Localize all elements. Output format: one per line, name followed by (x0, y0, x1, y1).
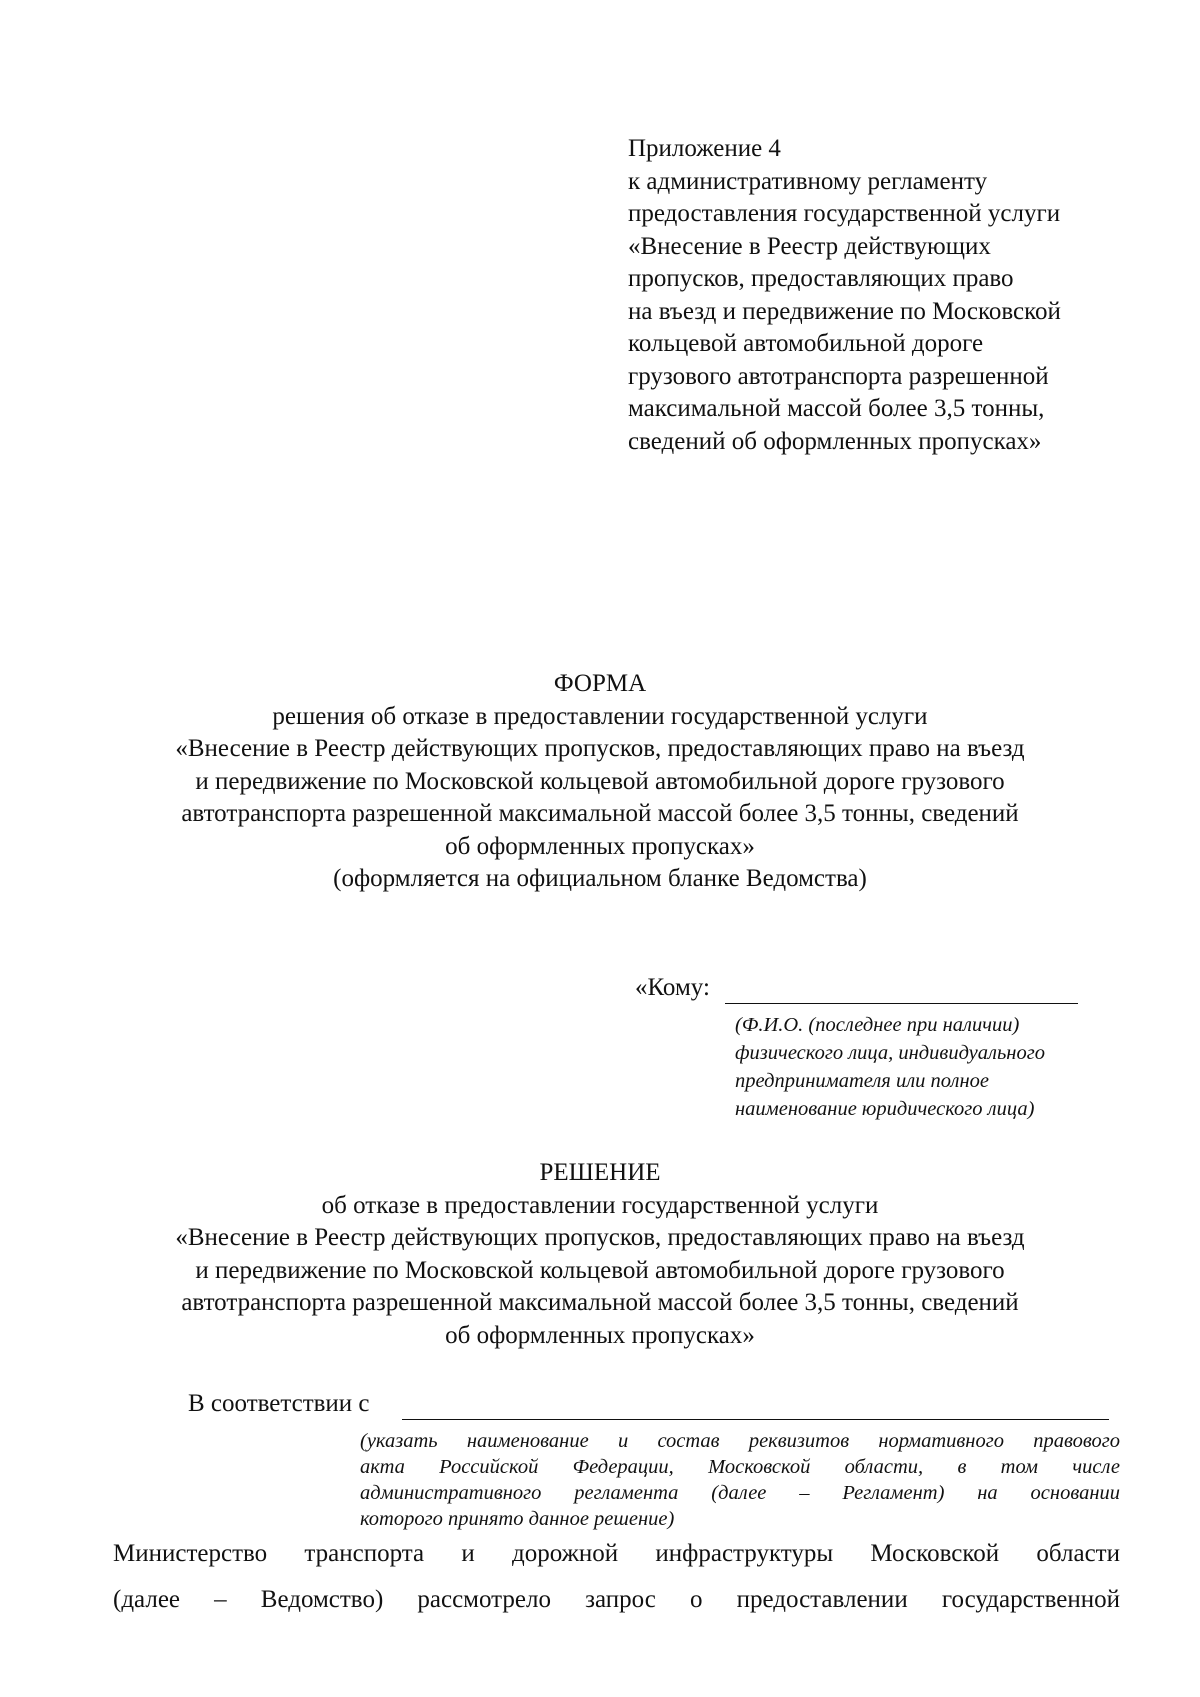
decision-header-line: автотранспорта разрешенной максимальной массой более 3,5 тонны, сведений (181, 1289, 1019, 1316)
form-header (100, 668, 1100, 896)
appendix-line: максимальной массой более 3,5 тонны, (628, 395, 1045, 422)
appendix-heading (628, 133, 1148, 458)
recipient-hint-line: (Ф.И.О. (последнее при наличии) (735, 1014, 1020, 1036)
form-header-line: решения об отказе в предоставлении государственной услуги (272, 702, 928, 730)
recipient-hint (735, 1011, 1115, 1123)
decision-header-line: и передвижение по Московской кольцевой автомобильной дороге грузового (195, 1256, 1005, 1284)
appendix-line: к административному регламенту (628, 167, 988, 195)
decision-header (100, 1157, 1100, 1352)
decision-header-line: «Внесение в Реестр действующих пропусков, предоставляющих право на въезд (175, 1224, 1025, 1251)
decision-header-line: об отказе в предоставлении государственной услуги (321, 1191, 879, 1219)
accordance-hint-line: административного регламента (далее – Регламент) на основании (360, 1482, 1120, 1504)
appendix-line: кольцевой автомобильной дороге (628, 330, 984, 357)
form-header-line: об оформленных пропусках» (445, 832, 755, 860)
appendix-line: Приложение 4 (628, 135, 781, 162)
decision-header-line: об оформленных пропусках» (445, 1321, 755, 1349)
accordance-hint-line: акта Российской Федерации, Московской области, в том числе (360, 1456, 1120, 1478)
body-line: Министерство транспорта и дорожной инфраструктуры Московской области (113, 1540, 1120, 1567)
form-header-line: автотранспорта разрешенной максимальной массой более 3,5 тонны, сведений (181, 800, 1019, 827)
recipient-fill-line[interactable] (725, 1003, 1078, 1004)
accordance-fill-line[interactable] (402, 1419, 1109, 1420)
appendix-line: грузового автотранспорта разрешенной (628, 362, 1049, 390)
recipient-hint-line: наименование юридического лица) (735, 1098, 1035, 1120)
accordance-hint-line: (указать наименование и состав реквизитов нормативного правового (360, 1430, 1120, 1452)
accordance-hint (360, 1428, 1120, 1532)
form-header-note: (оформляется на официальном бланке Ведомства) (333, 865, 867, 892)
appendix-line: на въезд и передвижение по Московской (628, 297, 1061, 325)
body-line: (далее – Ведомство) рассмотрело запрос о предоставлении государственной (113, 1586, 1120, 1613)
form-header-line: и передвижение по Московской кольцевой автомобильной дороге грузового (195, 767, 1005, 795)
accordance-label: В соответствии с (188, 1390, 370, 1417)
form-header-line: «Внесение в Реестр действующих пропусков, предоставляющих право на въезд (175, 735, 1025, 762)
appendix-line: «Внесение в Реестр действующих (628, 232, 991, 260)
body-paragraph (113, 1531, 1120, 1623)
decision-title: РЕШЕНИЕ (539, 1159, 661, 1186)
recipient-hint-line: физического лица, индивидуального (735, 1042, 1045, 1064)
recipient-hint-line: предпринимателя или полное (735, 1070, 989, 1092)
recipient-label: «Кому: (635, 974, 710, 1001)
accordance-hint-line: которого принято данное решение) (360, 1508, 675, 1530)
appendix-line: сведений об оформленных пропусках» (628, 427, 1042, 455)
form-title: ФОРМА (553, 670, 647, 697)
appendix-line: предоставления государственной услуги (628, 200, 1061, 227)
appendix-line: пропусков, предоставляющих право (628, 265, 1014, 292)
